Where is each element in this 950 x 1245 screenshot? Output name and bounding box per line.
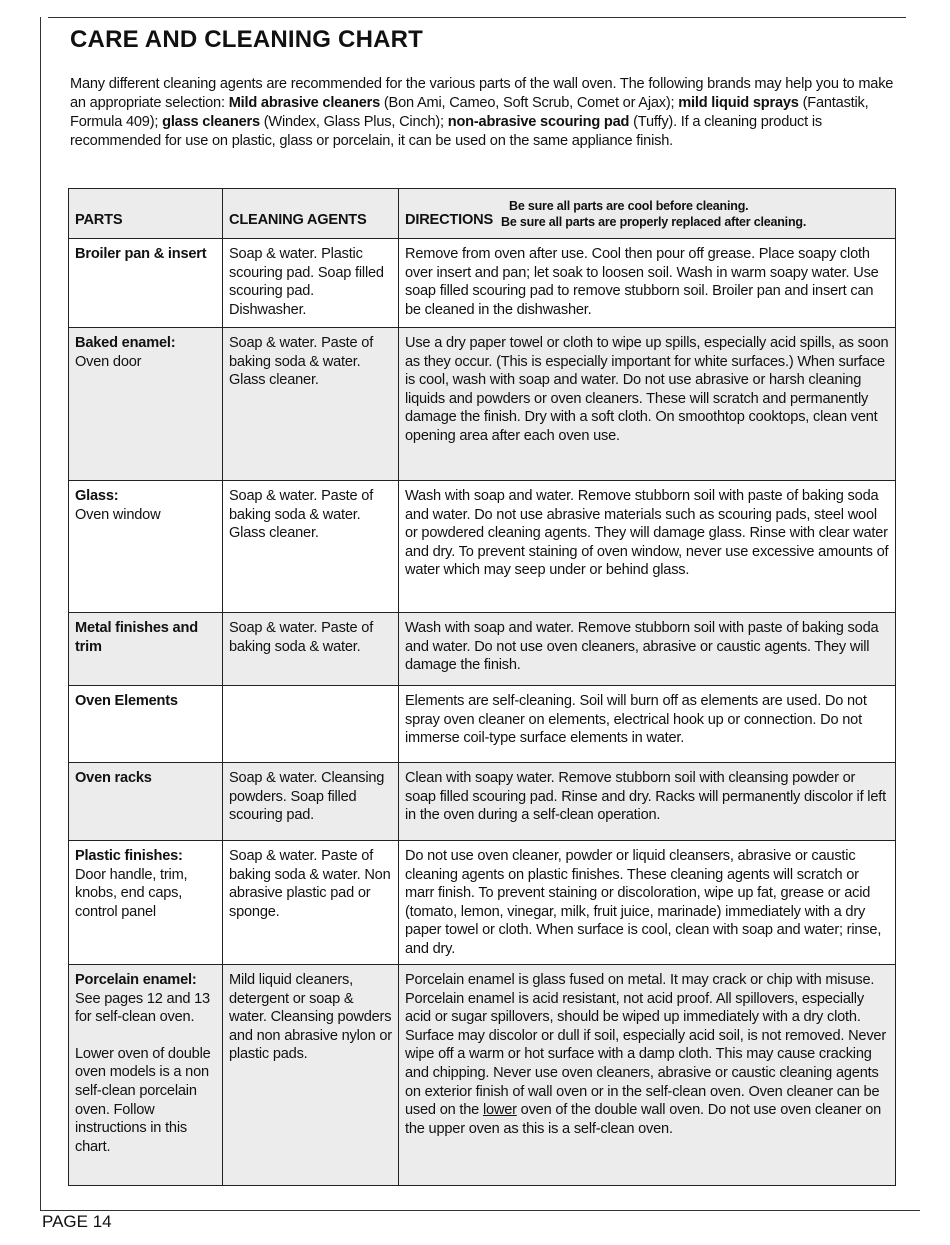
part-name: Broiler pan & insert xyxy=(75,246,207,262)
intro-brand-category: glass cleaners xyxy=(162,114,260,130)
directions-text: Use a dry paper towel or cloth to wipe up spills, especially acid spills, as soon as they occur. (This is especially important for white surfaces.) When surface is cool, wash with soap and water. Do not use abrasive or harsh cleaning liquids and powders or oven cleaners. These will scratch and permanently damage the finish. Dry with a soft cloth. On smoothtop cooktops, clean vent opening area after each oven use. xyxy=(405,335,889,444)
directions-text: Elements are self-cleaning. Soil will burn off as elements are used. Do not spray oven cleaner on elements, electrical hook up or connection. Do not immerse coil-type surface elements in water. xyxy=(405,693,867,747)
part-name: Oven Elements xyxy=(75,693,178,709)
cell-cleaning-agents: Soap & water. Paste of baking soda & water. Glass cleaner. xyxy=(223,481,399,613)
directions-text: Clean with soapy water. Remove stubborn soil with cleansing powder or soap filled scouring pad. Rinse and dry. Racks will permanently discolor if left in the oven during a self-clean operation. xyxy=(405,770,886,824)
intro-text: (Windex, Glass Plus, Cinch); xyxy=(259,114,448,130)
part-detail: See pages 12 and 13 for self-clean oven. xyxy=(75,990,210,1026)
cell-part xyxy=(69,686,223,763)
frame-line-top xyxy=(48,17,906,18)
cell-part xyxy=(69,239,223,328)
cell-cleaning-agents: Soap & water. Paste of baking soda & water. Glass cleaner. xyxy=(223,328,399,481)
page-number: PAGE 14 xyxy=(42,1212,112,1231)
intro-text: (Bon Ami, Cameo, Soft Scrub, Comet or Ajax); xyxy=(380,95,679,111)
directions-text: Wash with soap and water. Remove stubborn soil with paste of baking soda and water. Do not use oven cleaners, abrasive or caustic agents. They will damage the finish. xyxy=(405,620,879,674)
cell-part xyxy=(69,965,223,1186)
directions-text: Remove from oven after use. Cool then pour off grease. Place soapy cloth over insert and pan; let soak to loosen soil. Wash in warm soapy water. Use soap filled scouring pad to remove stubborn soil. Broiler pan and insert can be cleaned in the dishwasher. xyxy=(405,246,879,318)
table-row xyxy=(69,613,896,686)
intro-brand-category: mild liquid sprays xyxy=(678,95,799,111)
intro-text: (Tuffy). If a cleaning product is recommended for use on plastic, glass or porcelain, it can be used on the same appliance finish. xyxy=(70,114,823,149)
part-detail: Oven door xyxy=(75,353,142,370)
intro-brand-category: non-abrasive scouring pad xyxy=(447,114,630,130)
header-parts: PARTS xyxy=(69,189,223,239)
page-title: CARE AND CLEANING CHART xyxy=(70,26,424,53)
intro-text: (Fantastik, Formula 409); xyxy=(70,95,869,130)
header-note-cool: Be sure all parts are cool before cleaning. xyxy=(509,199,749,213)
part-name: Glass: xyxy=(75,488,119,504)
cell-part xyxy=(69,613,223,686)
table-row xyxy=(69,239,896,328)
cell-part xyxy=(69,328,223,481)
cell-part xyxy=(69,481,223,613)
frame-line-left xyxy=(40,17,41,1210)
table-row xyxy=(69,481,896,613)
header-directions xyxy=(399,189,896,239)
table-row xyxy=(69,841,896,965)
cleaning-chart-table xyxy=(68,188,896,1186)
directions-text: Wash with soap and water. Remove stubborn soil with paste of baking soda and water. Do not use abrasive materials such as scouring pads, steel wool or powdered cleaning agents. They will damage glass. Rinse with clear water and dry. To prevent staining of oven window, never use excessive amounts of water which may seep under or behind glass. xyxy=(405,488,889,579)
part-detail: Oven window xyxy=(75,506,161,523)
cell-directions xyxy=(399,686,896,763)
cell-directions xyxy=(399,481,896,613)
directions-emphasis: lower xyxy=(482,1102,517,1119)
cell-directions xyxy=(399,841,896,965)
frame-line-bottom xyxy=(40,1210,920,1211)
cell-directions xyxy=(399,763,896,841)
directions-text: Do not use oven cleaner, powder or liquid cleansers, abrasive or caustic cleaning agents on plastic finishes. These cleaning agents will scratch or marr finish. To prevent staining or discoloration, wipe up fat, grease or acid (tomato, lemon, vinegar, milk, fruit juice, marinade) immediately with a dry paper towel or cloth. When surface is cool, clean with soap and water; rinse, and dry. xyxy=(405,848,882,957)
part-note: Lower oven of double oven models is a non self-clean porcelain oven. Follow instructions in this chart. xyxy=(75,1045,211,1155)
intro-paragraph xyxy=(70,75,902,151)
cell-cleaning-agents: Mild liquid cleaners, detergent or soap & water. Cleansing powders and non abrasive nylon or plastic pads. xyxy=(223,965,399,1186)
part-name: Oven racks xyxy=(75,770,152,786)
cell-cleaning-agents: Soap & water. Plastic scouring pad. Soap filled scouring pad. Dishwasher. xyxy=(223,239,399,328)
cell-cleaning-agents: Soap & water. Cleansing powders. Soap filled scouring pad. xyxy=(223,763,399,841)
cell-directions xyxy=(399,239,896,328)
part-name: Metal finishes and trim xyxy=(75,620,198,655)
cell-part xyxy=(69,841,223,965)
header-directions-label: DIRECTIONS xyxy=(405,212,493,229)
directions-text-end: oven of the double wall oven. Do not use oven cleaner on the upper oven as this is a self-clean oven. xyxy=(405,1102,882,1137)
cell-directions xyxy=(399,613,896,686)
cell-cleaning-agents: Soap & water. Paste of baking soda & water. xyxy=(223,613,399,686)
part-name: Porcelain enamel: xyxy=(75,972,197,988)
part-detail: Door handle, trim, knobs, end caps, control panel xyxy=(75,866,188,920)
table-row xyxy=(69,328,896,481)
part-name: Plastic finishes: xyxy=(75,848,183,864)
table-row xyxy=(69,686,896,763)
table-row xyxy=(69,965,896,1186)
table-row xyxy=(69,763,896,841)
cell-part xyxy=(69,763,223,841)
cell-directions xyxy=(399,328,896,481)
intro-text: Many different cleaning agents are recommended for the various parts of the wall oven. The following brands may help you to make an appropriate selection: xyxy=(70,76,894,111)
cell-cleaning-agents xyxy=(223,686,399,763)
part-name: Baked enamel: xyxy=(75,335,176,351)
cell-cleaning-agents: Soap & water. Paste of baking soda & water. Non abrasive plastic pad or sponge. xyxy=(223,841,399,965)
cell-directions xyxy=(399,965,896,1186)
header-note-replaced: Be sure all parts are properly replaced after cleaning. xyxy=(501,215,807,229)
table-header-row xyxy=(69,189,896,239)
intro-brand-category: Mild abrasive cleaners xyxy=(228,95,381,111)
directions-text: Porcelain enamel is glass fused on metal. It may crack or chip with misuse. Porcelain enamel is acid resistant, not acid proof. All spillovers, especially acid or sugar spillovers, should be wiped up immediately with a dry cloth. Surface may discolor or dull if soil, especially acid soil, is not removed. Never wipe off a warm or hot surface with a damp cloth. This may cause cracking and chipping. Never use oven cleaners, abrasive or caustic cleaning agents on exterior finish of wall oven or in the self-clean oven. Oven cleaner can be used on the xyxy=(405,972,886,1119)
header-cleaning-agents: CLEANING AGENTS xyxy=(223,189,399,239)
